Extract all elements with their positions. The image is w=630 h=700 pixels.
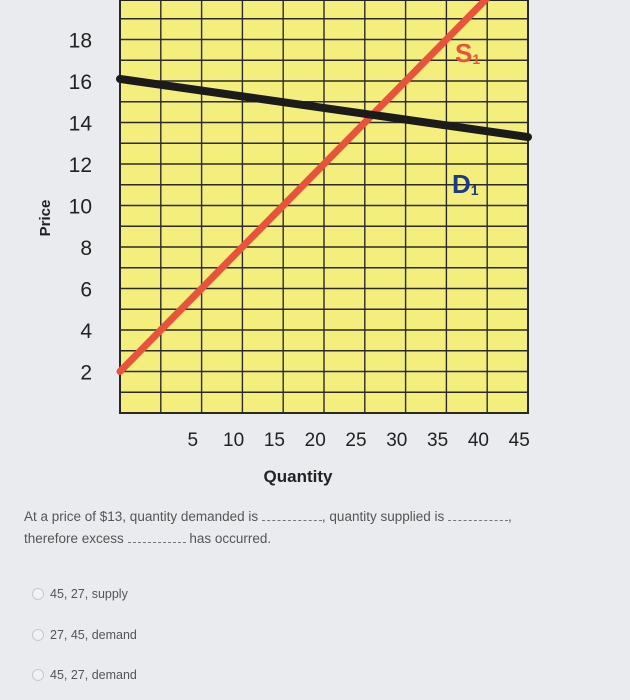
y-axis-label: Price: [37, 199, 54, 237]
x-tick-label: 10: [223, 430, 245, 451]
answer-option-1[interactable]: [32, 587, 128, 601]
blank-quantity-supplied: [448, 506, 508, 521]
blank-quantity-demanded: [262, 506, 322, 521]
radio-button-2[interactable]: [32, 629, 44, 641]
s1-label-sub: 1: [472, 51, 481, 67]
answer-option-2-label: 27, 45, demand: [50, 628, 137, 642]
question-part-5: has occurred.: [189, 531, 272, 546]
y-tick-label: 14: [68, 112, 92, 136]
answer-option-3-label: 45, 27, demand: [50, 668, 137, 682]
x-tick-label: 20: [304, 430, 326, 451]
radio-button-1[interactable]: [32, 588, 44, 600]
answer-option-1-label: 45, 27, supply: [50, 587, 128, 601]
question-text: [24, 506, 512, 550]
x-tick-label: 40: [467, 430, 489, 451]
y-tick-label: 6: [80, 278, 92, 302]
x-tick-label: 45: [508, 430, 530, 451]
y-tick-label: 2: [80, 361, 92, 385]
y-tick-label: 8: [80, 237, 92, 260]
radio-button-3[interactable]: [32, 669, 44, 681]
question-part-4: therefore excess: [24, 531, 124, 546]
y-tick-label: 12: [68, 154, 92, 177]
blank-excess-type: [128, 528, 186, 543]
y-tick-label: 18: [68, 29, 92, 53]
question-part-2: , quantity supplied is: [321, 509, 445, 524]
y-tick-label: 16: [68, 71, 92, 94]
s1-label-main: S: [455, 38, 473, 68]
answer-option-2[interactable]: [32, 628, 137, 642]
answer-option-3[interactable]: [32, 668, 137, 682]
x-tick-labels: [188, 430, 530, 451]
question-part-1: At a price of $13, quantity demanded is: [24, 509, 259, 524]
x-axis-label: Quantity: [263, 467, 333, 486]
x-tick-label: 30: [386, 430, 408, 451]
x-tick-label: 15: [263, 430, 285, 451]
question-part-3: ,: [508, 509, 512, 524]
y-tick-labels: [69, 30, 93, 385]
x-tick-label: 35: [427, 430, 449, 451]
x-tick-label: 5: [187, 430, 199, 451]
y-tick-label: 10: [68, 195, 92, 219]
d1-label-main: D: [452, 169, 471, 199]
y-tick-label: 4: [80, 320, 92, 343]
x-tick-label: 25: [345, 430, 367, 451]
d1-label-sub: 1: [470, 182, 479, 198]
